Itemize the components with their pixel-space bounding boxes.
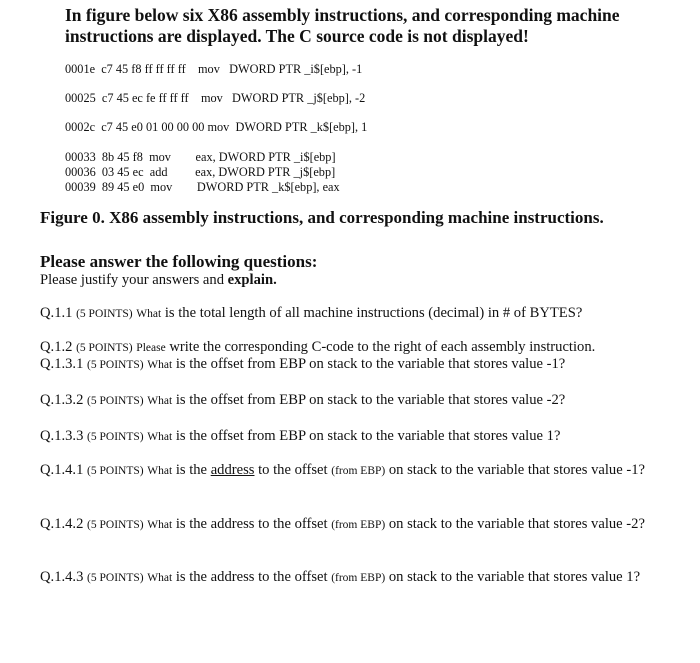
asm-opcode: mov: [200, 91, 223, 105]
question-1-3-1: [40, 355, 665, 374]
question-text: is the: [175, 462, 208, 478]
question-points: (5 POINTS): [87, 572, 144, 584]
question-id: Q.1.3.2: [40, 392, 84, 408]
asm-bytes: 89 45 e0: [101, 180, 145, 194]
questions-heading: Please answer the following questions:: [40, 252, 318, 271]
question-lead: What: [147, 572, 173, 584]
question-points: (5 POINTS): [87, 465, 144, 477]
asm-line: [65, 62, 362, 77]
asm-address: 0001e: [65, 62, 96, 76]
question-1-3-2: [40, 391, 665, 410]
question-text: is the offset from EBP on stack to the variable that stores value 1?: [175, 428, 561, 444]
asm-line: [65, 180, 340, 195]
question-lead: What: [147, 519, 173, 531]
asm-operands: DWORD PTR _k$[ebp], eax: [196, 180, 340, 194]
question-text: write the corresponding C-code to the right of each assembly instruction.: [169, 339, 596, 355]
question-text: is the address to the offset: [175, 516, 328, 532]
question-text: is the offset from EBP on stack to the variable that stores value -1?: [175, 356, 566, 372]
question-1-4-1: [40, 461, 665, 480]
asm-opcode: mov: [207, 120, 230, 134]
intro-heading: In figure below six X86 assembly instructions, and corresponding machine instructions are displayed. The C source code is not displayed!: [65, 5, 620, 46]
asm-address: 00036: [65, 165, 96, 179]
question-id: Q.1.3.1: [40, 356, 84, 372]
question-text: on stack to the variable that stores value -1?: [388, 462, 645, 478]
asm-opcode: add: [149, 165, 168, 179]
asm-bytes: 03 45 ec: [101, 165, 144, 179]
question-text: on stack to the variable that stores value 1?: [388, 569, 641, 585]
question-1-4-2: [40, 515, 665, 534]
asm-address: 0002c: [65, 120, 96, 134]
question-lead: What: [147, 359, 173, 371]
asm-bytes: 8b 45 f8: [101, 150, 143, 164]
question-lead: Please: [136, 342, 166, 354]
asm-address: 00033: [65, 150, 96, 164]
asm-address: 00039: [65, 180, 96, 194]
asm-opcode: mov: [197, 62, 220, 76]
asm-operands: DWORD PTR _j$[ebp], -2: [232, 91, 366, 105]
asm-opcode: mov: [149, 150, 171, 164]
asm-bytes: c7 45 e0 01 00 00 00: [101, 120, 205, 134]
question-lead: What: [147, 431, 173, 443]
question-id: Q.1.4.1: [40, 462, 84, 478]
asm-line: [65, 91, 365, 106]
question-note: (from EBP): [331, 465, 386, 477]
question-text: to the offset: [258, 462, 328, 478]
asm-operands: DWORD PTR _k$[ebp], 1: [235, 120, 368, 134]
asm-bytes: c7 45 f8 ff ff ff ff: [101, 62, 186, 76]
question-id: Q.1.4.3: [40, 569, 84, 585]
asm-bytes: c7 45 ec fe ff ff ff: [101, 91, 189, 105]
question-lead: What: [136, 308, 162, 320]
question-text: is the offset from EBP on stack to the variable that stores value -2?: [175, 392, 566, 408]
question-text: is the address to the offset: [175, 569, 328, 585]
asm-address: 00025: [65, 91, 96, 105]
question-text: on stack to the variable that stores value -2?: [388, 516, 645, 532]
justify-text: Please justify your answers and: [40, 272, 228, 288]
asm-line: [65, 165, 335, 180]
question-id: Q.1.1: [40, 305, 73, 321]
asm-opcode: mov: [150, 180, 173, 194]
question-lead: What: [147, 395, 173, 407]
asm-line: [65, 150, 336, 165]
justify-bold: explain.: [227, 272, 277, 288]
question-lead: What: [147, 465, 173, 477]
asm-operands: eax, DWORD PTR _j$[ebp]: [195, 165, 336, 179]
underlined-word: address: [210, 462, 255, 478]
question-1-3-3: [40, 427, 665, 446]
question-text: is the total length of all machine instructions (decimal) in # of BYTES?: [164, 305, 583, 321]
figure-caption: Figure 0. X86 assembly instructions, and corresponding machine instructions.: [40, 208, 604, 227]
question-note: (from EBP): [331, 519, 386, 531]
question-points: (5 POINTS): [87, 359, 144, 371]
question-points: (5 POINTS): [87, 519, 144, 531]
question-points: (5 POINTS): [76, 308, 133, 320]
question-1-4-3: [40, 568, 665, 587]
question-id: Q.1.4.2: [40, 516, 84, 532]
asm-line: [65, 120, 367, 135]
asm-operands: DWORD PTR _i$[ebp], -1: [229, 62, 363, 76]
question-points: (5 POINTS): [87, 395, 144, 407]
asm-operands: eax, DWORD PTR _i$[ebp]: [195, 150, 336, 164]
question-1-1: [40, 304, 665, 323]
justify-note: [40, 271, 665, 289]
question-id: Q.1.3.3: [40, 428, 84, 444]
question-points: (5 POINTS): [87, 431, 144, 443]
question-note: (from EBP): [331, 572, 386, 584]
question-id: Q.1.2: [40, 339, 73, 355]
question-points: (5 POINTS): [76, 342, 133, 354]
